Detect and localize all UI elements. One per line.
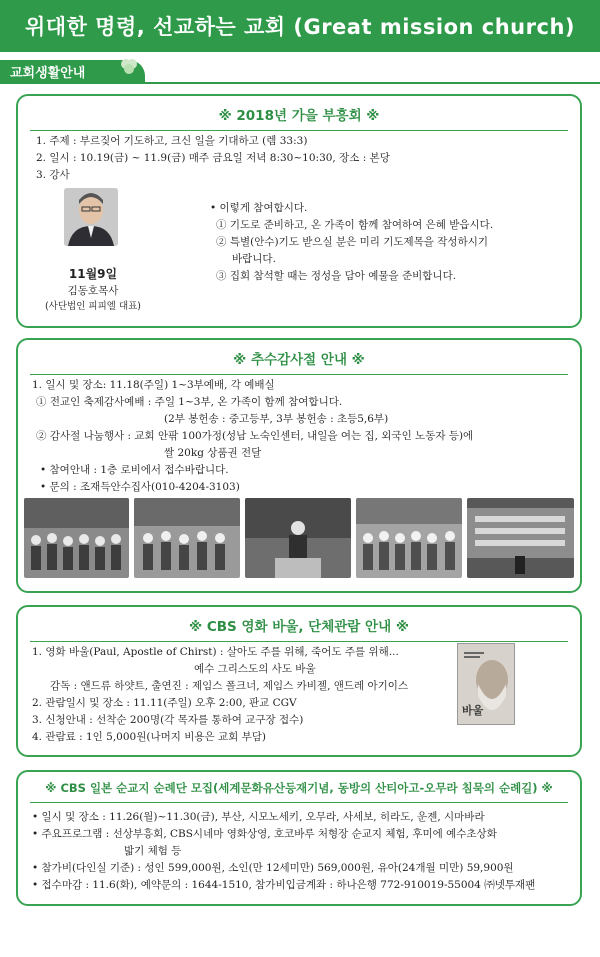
thanksgiving-line-signup: • 참여안내 : 1층 로비에서 접수바랍니다. [40, 464, 229, 476]
speaker-date: 11월9일 [68, 267, 118, 281]
thanksgiving-photo-1 [24, 498, 129, 578]
section-label: 교회생활안내 [0, 60, 145, 82]
thanksgiving-photo-5 [467, 498, 574, 578]
clover-leaf-icon [118, 56, 140, 78]
pilgrimage-title: ※ CBS 일본 순교지 순례단 모집(세계문화유산등재기념, 동방의 산티아고-오무라 침묵의 순례길) ※ [45, 781, 553, 795]
participation-item-2: ② 특별(안수)기도 받으실 분은 미리 기도제목을 작성하시기 [216, 236, 489, 248]
section-divider [0, 82, 600, 84]
thanksgiving-line-sharing: ② 감사절 나눔행사 : 교회 안팎 100가정(성남 노숙인센터, 내일을 여는 집, 외국인 노동자 등)에 [36, 430, 474, 442]
title-divider [30, 641, 568, 642]
movie-title: ※ CBS 영화 바울, 단체관람 안내 ※ [189, 619, 409, 635]
movie-line-schedule: 2. 관람일시 및 장소 : 11.11(주일) 오후 2:00, 판교 CGV [32, 697, 297, 709]
pilgrimage-section [16, 770, 582, 906]
thanksgiving-photo-3 [245, 498, 351, 578]
pilgrimage-line-program-cont: 밟기 체험 등 [124, 845, 182, 857]
movie-poster [457, 643, 515, 725]
speaker-name: 김동호목사 [67, 285, 119, 297]
title-divider [30, 802, 568, 803]
revival-line-theme: 1. 주제 : 부르짖어 기도하고, 크신 일을 기대하고 (렘 33:3) [36, 135, 308, 147]
thanksgiving-title: ※ 추수감사절 안내 ※ [233, 352, 365, 368]
participation-item-2-cont: 바랍니다. [232, 253, 276, 265]
participation-item-3: ③ 집회 참석할 때는 정성을 담아 예물을 준비합니다. [216, 270, 457, 282]
thanksgiving-line-offertory: (2부 봉헌송 : 중고등부, 3부 봉헌송 : 초등5,6부) [164, 413, 389, 425]
pilgrimage-line-fee: • 참가비(다인실 기준) : 성인 599,000원, 소인(만 12세미만) 569,000원, 유아(24개월 미만) 59,900원 [32, 862, 514, 874]
pilgrimage-line-deadline: • 접수마감 : 11.6(화), 예약문의 : 1644-1510, 참가비입금계좌 : 하나은행 772-910019-55004 ㈜넷투재팬 [32, 879, 536, 891]
pilgrimage-line-schedule: • 일시 및 장소 : 11.26(월)~11.30(금), 부산, 시모노세키, 오무라, 사세보, 히라도, 운젠, 시마바라 [32, 811, 485, 823]
revival-line-speaker: 3. 강사 [36, 169, 70, 181]
movie-line-application: 3. 신청안내 : 선착순 200명(각 목자를 통하여 교구장 접수) [32, 714, 304, 726]
thanksgiving-line-worship: ① 전교인 축제감사예배 : 주일 1~3부, 온 가족이 함께 참여합니다. [36, 396, 343, 408]
pilgrimage-line-program: • 주요프로그램 : 선상부흥회, CBS시네마 영화상영, 호코바루 처형장 순교지 체험, 후미에 예수초상화 [32, 828, 497, 840]
revival-title: ※ 2018년 가을 부흥회 ※ [218, 108, 380, 124]
revival-line-schedule: 2. 일시 : 10.19(금) ~ 11.9(금) 매주 금요일 저녁 8:30~10:30, 장소 : 본당 [36, 152, 390, 164]
participation-item-1: ① 기도로 준비하고, 온 가족이 함께 참여하여 은혜 받읍시다. [216, 219, 494, 231]
thanksgiving-line-rice: 쌀 20kg 상품권 전달 [164, 447, 262, 459]
movie-line-subtitle: 예수 그리스도의 사도 바울 [194, 663, 316, 675]
participation-heading: • 이렇게 참여합시다. [210, 202, 308, 214]
thanksgiving-photo-4 [356, 498, 462, 578]
thanksgiving-line-contact: • 문의 : 조재득안수집사(010-4204-3103) [40, 481, 240, 493]
title-divider [30, 374, 568, 375]
title-divider [30, 130, 568, 131]
movie-line-fee: 4. 관람료 : 1인 5,000원(나머지 비용은 교회 부담) [32, 731, 266, 743]
revival-section [16, 94, 582, 328]
movie-line-credits: 감독 : 앤드류 하얏트, 출연진 : 제임스 폴크너, 제임스 카비젤, 앤드레 아기이스 [50, 680, 409, 692]
movie-line-film: 1. 영화 바울(Paul, Apostle of Chirst) : 살아도 주를 위해, 죽어도 주를 위해... [32, 646, 399, 658]
speaker-photo [64, 188, 118, 246]
thanksgiving-photo-2 [134, 498, 240, 578]
thanksgiving-line-schedule: 1. 일시 및 장소: 11.18(주일) 1~3부예배, 각 예배실 [32, 379, 275, 391]
page-banner: 위대한 명령, 선교하는 교회 (Great mission church) [0, 0, 600, 52]
movie-poster-title: 바울 [462, 704, 484, 717]
speaker-org: (사단법인 피피엘 대표) [44, 301, 142, 312]
